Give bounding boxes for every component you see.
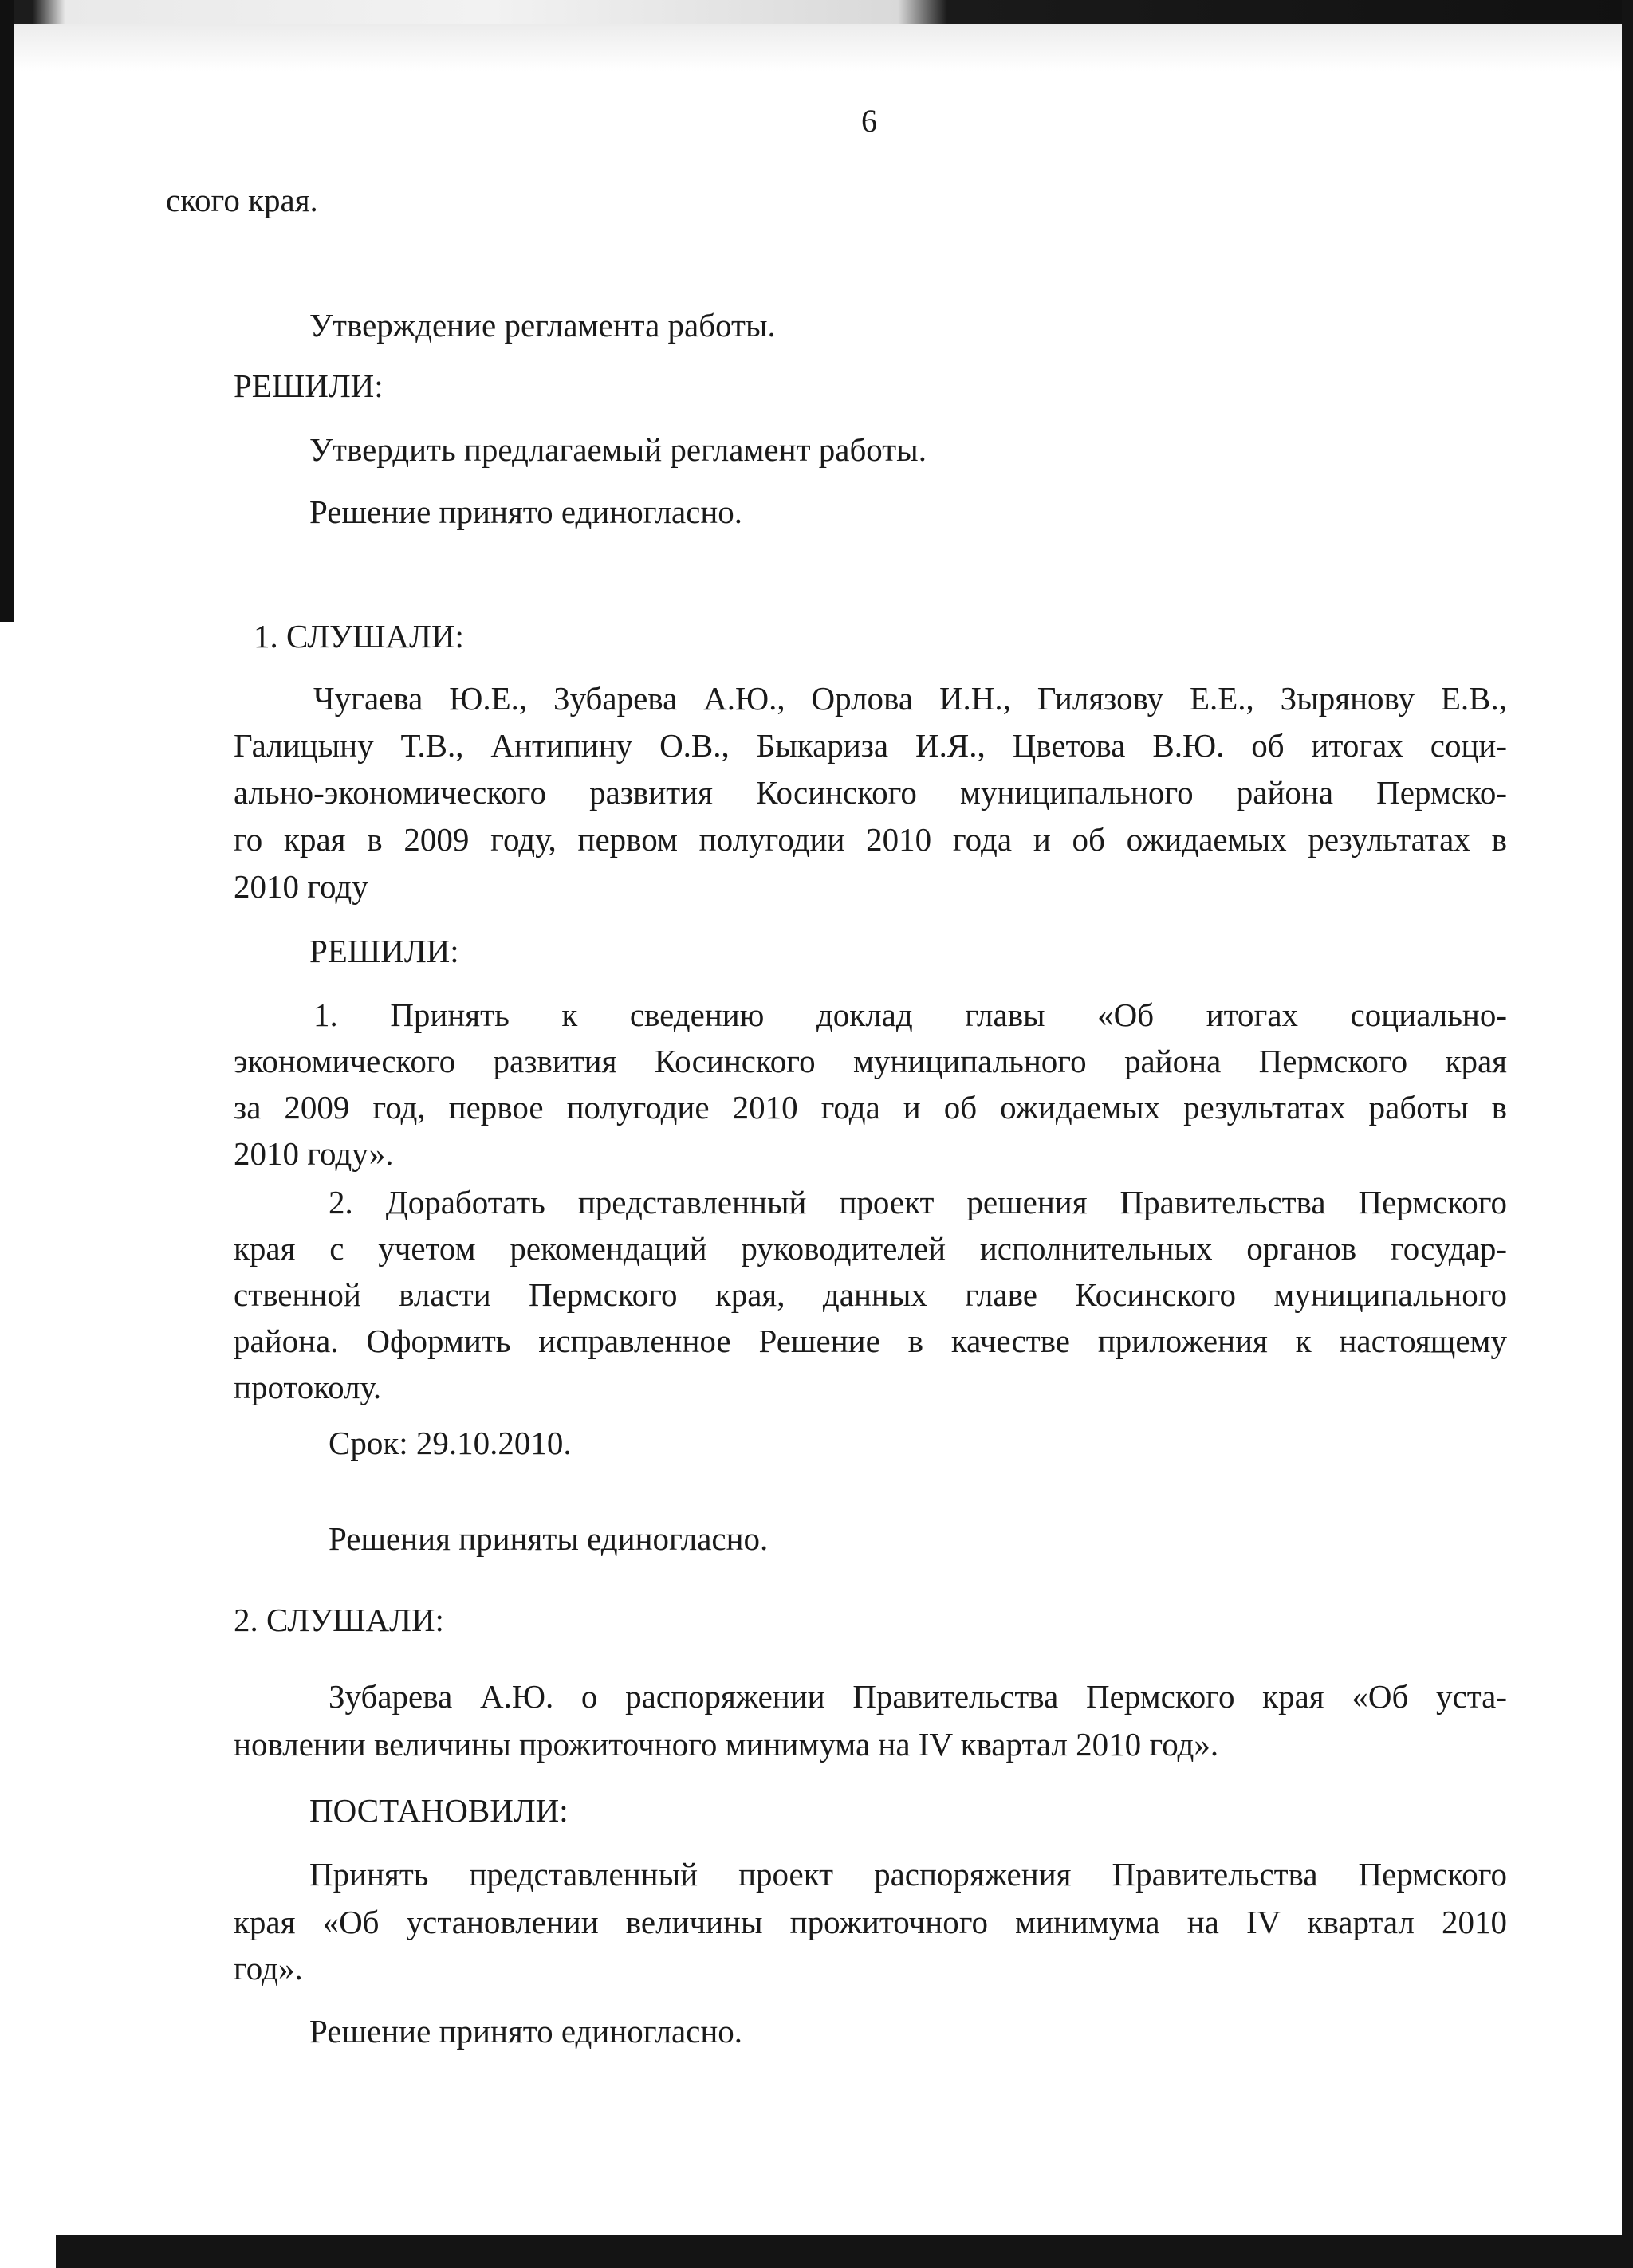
deadline: Срок: 29.10.2010. (329, 1425, 572, 1461)
section-2-resolution-line-1: Принять представленный проект распоряжения Правительства Пермского (309, 1856, 1507, 1893)
scan-shadow-top (0, 24, 1633, 72)
continuation-text: ского края. (166, 182, 318, 218)
section-1-unanimous: Решения приняты единогласно. (329, 1520, 769, 1557)
scan-edge-right (1622, 0, 1633, 2268)
section-1-line-3: ально-экономического развития Косинского муниципального района Пермско- (234, 774, 1507, 811)
item-1-line-1: 1. Принять к сведению доклад главы «Об итогах социально- (313, 996, 1507, 1033)
scan-edge-left (0, 0, 14, 622)
section-2-resolution-line-3: год». (234, 1950, 303, 1987)
section-2-heading: 2. СЛУШАЛИ: (234, 1602, 444, 1638)
section-1-resolved-label: РЕШИЛИ: (309, 933, 459, 969)
section-1-heading: 1. СЛУШАЛИ: (254, 618, 464, 654)
resolved-label: РЕШИЛИ: (234, 368, 384, 404)
section-2-resolution-line-2: края «Об установлении величины прожиточного минимума на IV квартал 2010 (234, 1904, 1507, 1940)
resolution-text: Утвердить предлагаемый регламент работы. (309, 431, 927, 468)
unanimous-note: Решение принято единогласно. (309, 493, 743, 530)
section-2-resolved-label: ПОСТАНОВИЛИ: (309, 1792, 569, 1829)
item-2-line-1: 2. Доработать представленный проект решения Правительства Пермского (329, 1184, 1507, 1220)
agenda-item: Утверждение регламента работы. (309, 307, 776, 344)
section-1-line-4: го края в 2009 году, первом полугодии 2010 года и об ожидаемых результатах в (234, 821, 1507, 858)
section-1-line-2: Галицыну Т.В., Антипину О.В., Быкариза И.Я., Цветова В.Ю. об итогах соци- (234, 727, 1507, 764)
section-2-line-1: Зубарева А.Ю. о распоряжении Правительства Пермского края «Об уста- (329, 1678, 1507, 1715)
item-1-line-3: за 2009 год, первое полугодие 2010 года и об ожидаемых результатах работы в (234, 1089, 1507, 1126)
item-2-line-2: края с учетом рекомендаций руководителей исполнительных органов государ- (234, 1230, 1507, 1267)
scan-edge-top (0, 0, 1633, 24)
section-2-unanimous: Решение принято единогласно. (309, 2013, 743, 2050)
item-2-line-3: ственной власти Пермского края, данных главе Косинского муниципального (234, 1276, 1507, 1313)
item-2-line-4: района. Оформить исправленное Решение в качестве приложения к настоящему (234, 1323, 1507, 1359)
page-number: 6 (861, 103, 877, 139)
item-1-line-2: экономического развития Косинского муниципального района Пермского края (234, 1043, 1507, 1079)
section-1-line-5: 2010 году (234, 868, 368, 905)
section-1-line-1: Чугаева Ю.Е., Зубарева А.Ю., Орлова И.Н., Гилязову Е.Е., Зырянову Е.В., (313, 680, 1507, 717)
item-1-line-4: 2010 году». (234, 1135, 394, 1172)
item-2-line-5: протоколу. (234, 1369, 382, 1405)
section-2-line-2: новлении величины прожиточного минимума на IV квартал 2010 год». (234, 1726, 1219, 1763)
scan-edge-bottom (56, 2235, 1633, 2268)
